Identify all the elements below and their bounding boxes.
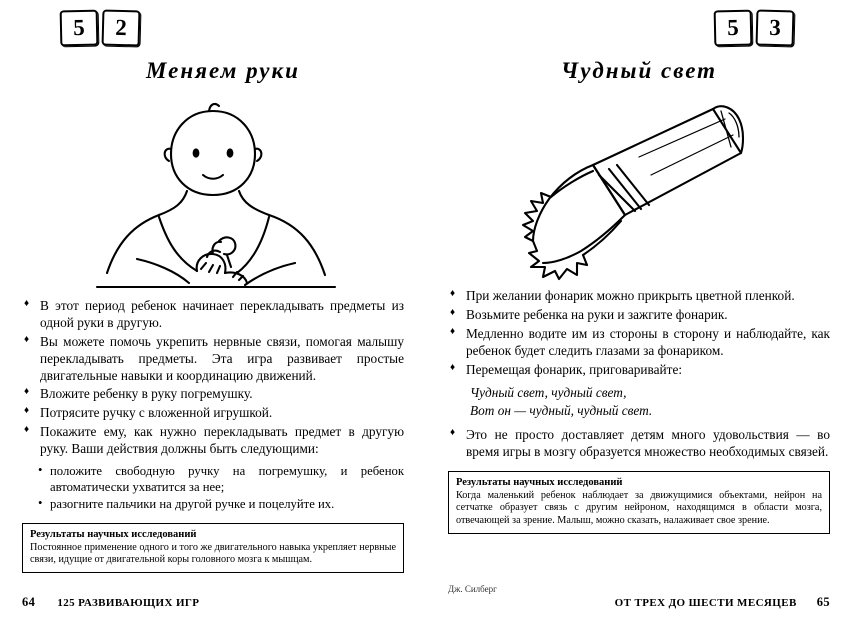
flashlight-drawing [448,88,830,288]
research-body: Постоянное применение одного и того же двигательного навыка укрепляет нервные связи, идущие от двигательной коры головного мозга к мышцам. [30,541,396,565]
right-page-title: Чудный свет [560,58,718,83]
list-item: ♦ Вложите ребенку в руку погремушку. [22,386,404,403]
page-number: 65 [816,595,830,609]
left-page-bullet-list [22,298,404,458]
list-item: ♦ Возьмите ребенка на руки и зажгите фонарик. [448,307,830,324]
list-item: ♦ При желании фонарик можно прикрыть цветной пленкой. [448,288,830,305]
baby-passing-toy-between-hands-drawing [22,88,404,298]
list-item: ♦ В этот период ребенок начинает перекладывать предметы из одной руки в другую. [22,298,404,332]
right-page-footer [448,595,830,610]
list-item: ♦ Вы можете помочь укрепить нервные связи, помогая малышу перекладывать предметы. Эта игра развивает простые двигательные навыки и координацию движений. [22,334,404,385]
list-item: ♦ Это не просто доставляет детям много удовольствия — во время игры в мозгу образуется множество необходимых связей. [448,427,830,461]
list-item: ♦ Покажите ему, как нужно перекладывать предмет в другую руку. Ваши действия должны быть следующими: [22,424,404,458]
left-page [0,0,422,620]
verse-line: Чудный свет, чудный свет, [470,385,627,401]
activity-number-digit-2: 3 [756,10,795,47]
left-page-footer [22,595,404,610]
right-page-bullet-list-after-verse [448,427,830,461]
research-heading: Результаты научных исследований [30,528,197,540]
right-page-verse [470,384,830,419]
research-body: Когда маленький ребенок наблюдает за движущимися объектами, нейрон на сетчатке образует связь с другим нейроном, находящимся в области мозга, отвечающей за зрение. Малыш, можно сказать, налаживает свое зрение. [456,490,822,526]
book-section: ОТ ТРЕХ ДО ШЕСТИ МЕСЯЦЕВ [614,596,797,609]
research-heading: Результаты научных исследований [456,477,623,489]
activity-number-digit-1: 5 [714,10,753,47]
list-item: • положите свободную ручку на погремушку, и ребенок автоматически ухватится за нее; [38,464,404,496]
list-item: • разогните пальчики на другой ручке и поцелуйте их. [38,497,404,513]
list-item: ♦ Потрясите ручку с вложенной игрушкой. [22,405,404,422]
activity-number-digit-2: 2 [102,10,141,47]
verse-line: Вот он — чудный, чудный свет. [470,402,653,418]
author-side-note: Дж. Силберг [448,584,497,594]
left-page-title: Меняем руки [146,58,300,83]
left-page-activity-number [60,10,404,46]
right-page-activity-number [448,10,794,46]
list-item: ♦ Перемещая фонарик, приговаривайте: [448,362,830,379]
book-title: 125 РАЗВИВАЮЩИХ ИГР [57,596,200,609]
right-page-bullet-list [448,288,830,378]
left-page-sub-bullet-list [38,464,404,513]
list-item: ♦ Медленно водите им из стороны в сторону и наблюдайте, как ребенок будет следить глазами за фонариком. [448,326,830,360]
activity-number-digit-1: 5 [60,10,99,47]
page-number: 64 [22,595,36,609]
right-page-research-box [448,471,830,534]
right-page [422,0,844,620]
left-page-research-box [22,523,404,573]
